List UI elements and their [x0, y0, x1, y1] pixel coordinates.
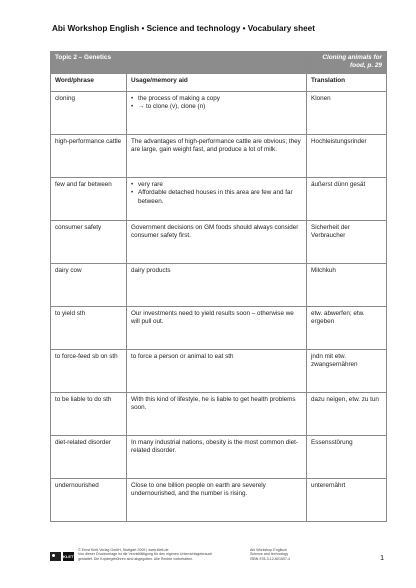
word-cell: high-performance cattle: [51, 134, 127, 177]
translation-cell: etw. abwerfen; etw. ergeben: [307, 306, 387, 349]
table-row: [51, 177, 387, 220]
usage-cell: The advantages of high-performance cattle are obvious; they are large, gain weight fast, and produce a lot of milk.: [127, 134, 307, 177]
translation-cell: Hochleistungsrinder: [307, 134, 387, 177]
word-cell: undernourished: [51, 478, 127, 521]
usage-item: • the process of making a copy: [138, 95, 302, 103]
topic-source: Cloning animals for food, p. 29: [307, 52, 387, 74]
usage-item: • Affordable detached houses in this area are few and far between.: [138, 189, 302, 206]
word-cell: consumer safety: [51, 220, 127, 263]
publisher-logo-icon: [50, 552, 61, 561]
usage-item: • → to clone (v), clone (n): [138, 103, 302, 111]
book-info-line: Abi Workshop Englisch: [250, 548, 287, 552]
column-header-word: Word/phrase: [51, 73, 127, 91]
column-header-translation: Translation: [307, 73, 387, 91]
topic-row: [51, 52, 387, 74]
usage-list: [131, 95, 302, 112]
topic-label: Topic 2 – Genetics: [51, 52, 307, 74]
usage-item: • very rare: [138, 181, 302, 189]
usage-cell: [127, 177, 307, 220]
page-title: Abi Workshop English • Science and technology • Vocabulary sheet: [52, 24, 315, 33]
translation-cell: dazu neigen, etw. zu tun: [307, 392, 387, 435]
word-cell: to yield sth: [51, 306, 127, 349]
table-row: [51, 91, 387, 134]
word-cell: diet-related disorder: [51, 435, 127, 478]
column-header-usage: Usage/memory aid: [127, 73, 307, 91]
copyright-text: [78, 548, 218, 561]
usage-cell: In many industrial nations, obesity is the most common diet-related disorder.: [127, 435, 307, 478]
usage-cell: Our investments need to yield results soon – otherwise we will pull out.: [127, 306, 307, 349]
table-row: [51, 392, 387, 435]
word-cell: few and far between: [51, 177, 127, 220]
vocabulary-table: [50, 51, 387, 522]
footer: [50, 548, 390, 570]
usage-cell: to force a person or animal to eat sth: [127, 349, 307, 392]
klett-logo-icon: KLETT: [63, 554, 76, 559]
table-row: [51, 263, 387, 306]
translation-cell: Klonen: [307, 91, 387, 134]
table-row: [51, 220, 387, 263]
word-cell: to be liable to do sth: [51, 392, 127, 435]
translation-cell: Sicherheit der Verbraucher: [307, 220, 387, 263]
translation-cell: jndn mit etw. zwangsernähren: [307, 349, 387, 392]
translation-cell: äußerst dünn gesät: [307, 177, 387, 220]
copyright-line: © Ernst Klett Verlag GmbH, Stuttgart 2009 | www.klett.de: [78, 548, 169, 552]
word-cell: to force-feed sb on sth: [51, 349, 127, 392]
book-info-line: ISBN 978-3-12-601507-4: [250, 556, 291, 561]
usage-cell: dairy products: [127, 263, 307, 306]
table-row: [51, 349, 387, 392]
book-info: [250, 548, 340, 561]
usage-cell: Close to one billion people on earth are severely undernourished, and the number is rising.: [127, 478, 307, 521]
table-row: [51, 478, 387, 521]
table-row: [51, 134, 387, 177]
translation-cell: Essensstörung: [307, 435, 387, 478]
book-info-line: Science and technology: [250, 552, 289, 557]
vocabulary-rows: [51, 91, 387, 521]
word-cell: dairy cow: [51, 263, 127, 306]
translation-cell: Milchkuh: [307, 263, 387, 306]
usage-list: [131, 181, 302, 206]
copyright-line: gestattet. Die Kopiergebühren sind abgegolten. Alle Rechte vorbehalten.: [78, 556, 194, 561]
header-row: [51, 73, 387, 91]
usage-cell: Government decisions on GM foods should always consider consumer safety first.: [127, 220, 307, 263]
word-cell: cloning: [51, 91, 127, 134]
page-number: 1: [380, 555, 384, 562]
translation-cell: unterernährt: [307, 478, 387, 521]
copyright-line: Von dieser Druckvorlage ist die Vervielfältigung für den eigenen Unterrichtsgebrauch: [78, 552, 213, 557]
table-row: [51, 306, 387, 349]
usage-cell: With this kind of lifestyle, he is liable to get health problems soon.: [127, 392, 307, 435]
usage-cell: [127, 91, 307, 134]
table-row: [51, 435, 387, 478]
